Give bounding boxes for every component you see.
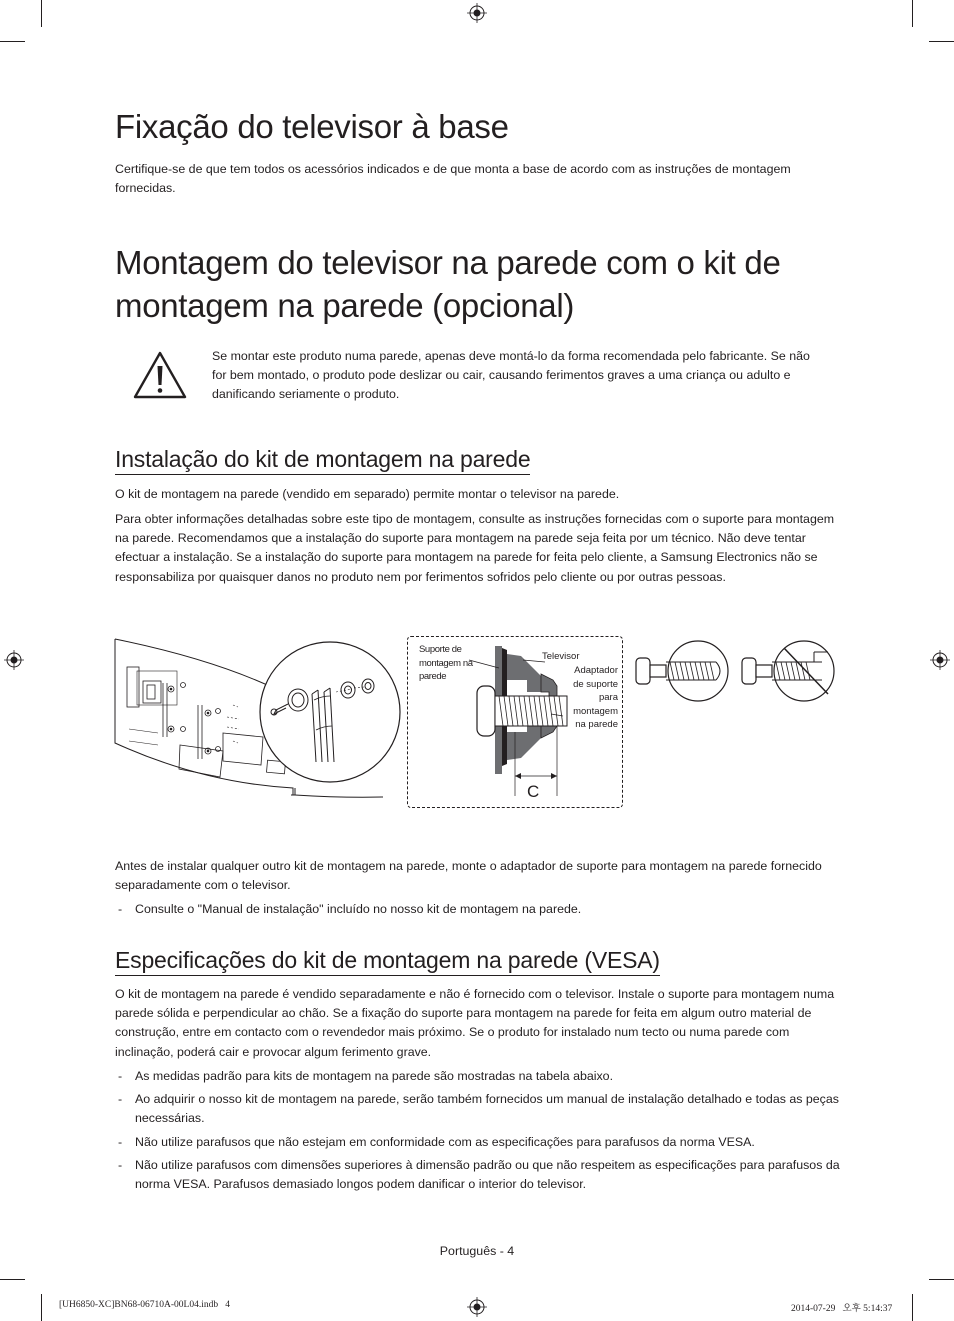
subsection-heading: Especificações do kit de montagem na parede (VESA) xyxy=(115,947,660,976)
section-title xyxy=(115,242,845,328)
crop-mark xyxy=(0,1279,25,1280)
bullet-item xyxy=(115,900,860,919)
bullet-list xyxy=(115,1067,840,1194)
incorrect-screw-icon xyxy=(738,640,838,702)
bullet-item xyxy=(115,1133,840,1152)
crop-mark xyxy=(912,0,913,27)
bullet-dash: - xyxy=(118,1134,123,1149)
section-title: Fixação do televisor à base xyxy=(115,108,509,145)
registration-mark-icon xyxy=(467,3,487,23)
paragraph: Para obter informações detalhadas sobre este tipo de montagem, consulte as instruções fornecidas com o suporte para montagem na parede. Recomendamos que a instalação do suporte para montagem na parede seja feita por um técnico. Não deve tentar efectuar a instalação. Se a instalação do suporte para montagem na parede for feita pelo cliente, a Samsung Electronics não se responsabiliza por quaisquer danos no produto nem por ferimentos sofridos pelo cliente ou por outras pessoas. xyxy=(115,512,835,584)
bullet-text: Consulte o "Manual de instalação" incluído no nosso kit de montagem na parede. xyxy=(135,902,582,916)
label-tv: Televisor xyxy=(542,651,580,662)
subsection-title xyxy=(115,446,530,475)
file-info: [UH6850-XC]BN68-06710A-00L04.indb 4 xyxy=(59,1300,230,1310)
crop-mark xyxy=(912,1294,913,1321)
registration-mark-icon xyxy=(4,650,24,670)
bullet-text: Ao adquirir o nosso kit de montagem na parede, serão também fornecidos um manual de instalação detalhado e todas as peças necessárias. xyxy=(135,1092,839,1126)
correct-screw-icon xyxy=(632,640,732,702)
bullet-text: As medidas padrão para kits de montagem na parede são mostradas na tabela abaixo. xyxy=(135,1069,614,1083)
label-c: C xyxy=(527,782,540,801)
bullet-dash: - xyxy=(118,1157,123,1172)
label-bracket: Suporte de montagem na parede xyxy=(419,644,473,682)
crop-mark xyxy=(929,1279,954,1280)
crop-mark xyxy=(929,41,954,42)
warning-icon xyxy=(132,350,188,400)
paragraph: O kit de montagem na parede é vendido separadamente e não é fornecido com o televisor. Instale o suporte para montagem numa parede sólida e perpendicular ao chão. Se a fixação do suporte para montagem na parede for feita em algum outro material de construção, entre em contacto com o revendedor mais próximo. Se o produto for instalado num tecto ou numa parede com inclinação, poderá cair e provocar algum ferimento grave. xyxy=(115,987,835,1059)
page-number: Português - 4 xyxy=(439,1244,515,1258)
bullet-item xyxy=(115,1067,840,1086)
bullet-text: Não utilize parafusos com dimensões superiores à dimensão padrão ou que não respeitem as especificações para parafusos da norma VESA. Parafusos demasiado longos podem danificar o interior do televisor. xyxy=(135,1157,840,1192)
bullet-dash: - xyxy=(118,1092,123,1107)
bullet-dash: - xyxy=(118,1069,123,1083)
bullet-item xyxy=(115,1156,840,1194)
registration-mark-icon xyxy=(467,1297,487,1317)
subsection-title xyxy=(115,947,660,976)
crop-mark xyxy=(41,0,42,27)
section-body: Certifique-se de que tem todos os acessórios indicados e de que monta a base de acordo com as instruções de montagem fornecidas. xyxy=(115,162,791,196)
crop-mark xyxy=(0,41,25,42)
warning-text: Se montar este produto numa parede, apenas deve montá-lo da forma recomendada pelo fabricante. Se não for bem montado, o produto pode deslizar ou cair, causando ferimentos graves a uma criança ou adulto e danificando seriamente o produto. xyxy=(212,349,810,402)
bullet-item xyxy=(115,1090,840,1128)
section-title-line: montagem na parede (opcional) xyxy=(115,286,575,324)
crop-mark xyxy=(41,1294,42,1321)
print-date: 2014-07-29 오후 5:14:37 xyxy=(791,1304,893,1314)
subsection-heading: Instalação do kit de montagem na parede xyxy=(115,446,530,475)
bullet-text: Não utilize parafusos que não estejam em conformidade com as especificações para parafusos da norma VESA. xyxy=(135,1134,755,1149)
section-title-line: Montagem do televisor na parede com o kit de xyxy=(115,244,781,281)
bullet-dash: - xyxy=(118,902,123,916)
screw-detail-zoom-illustration xyxy=(252,630,412,795)
paragraph: Antes de instalar qualquer outro kit de montagem na parede, monte o adaptador de suporte para montagem na parede fornecido separadamente com o televisor. xyxy=(115,859,822,893)
registration-mark-icon xyxy=(930,650,950,670)
label-adapter: Adaptador de suporte para montagem na parede xyxy=(573,665,618,730)
paragraph: O kit de montagem na parede (vendido em separado) permite montar o televisor na parede. xyxy=(115,487,620,501)
